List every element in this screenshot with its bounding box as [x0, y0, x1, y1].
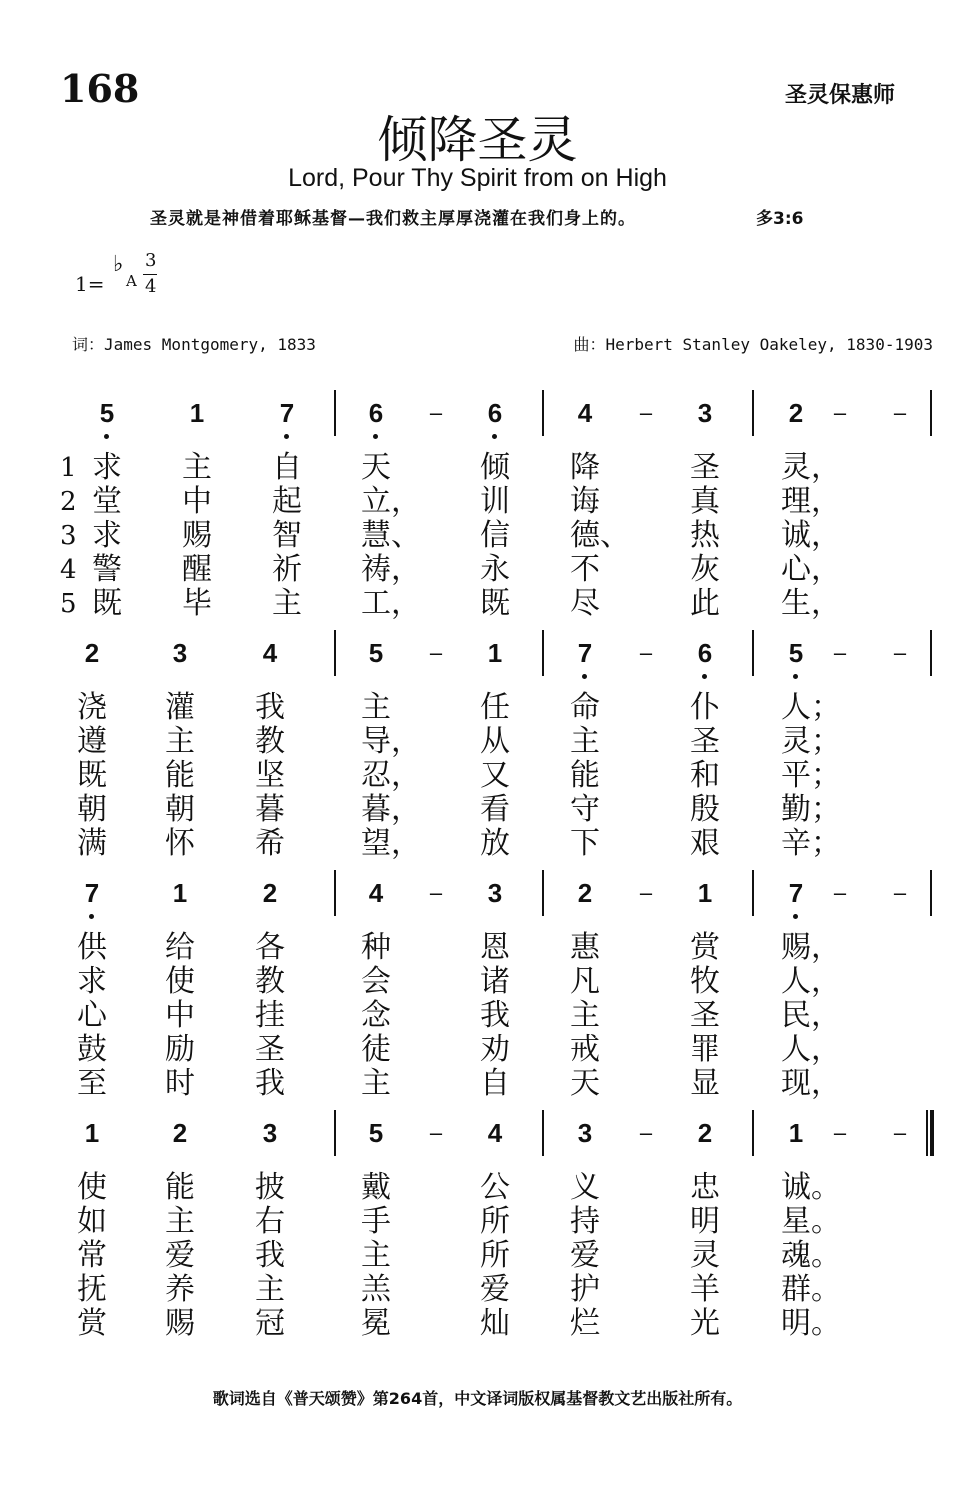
verse-number: 1	[60, 453, 77, 483]
lyric-char: 魂。	[781, 1238, 841, 1273]
copyright-footer: 歌词选自《普天颂赞》第264首，中文译词版权属基督教文艺出版社所有。	[212, 1389, 743, 1408]
jianpu-note: 6	[361, 398, 391, 429]
lyric-char: 人，	[781, 1032, 841, 1067]
time-signature-bottom: 4	[145, 276, 157, 297]
hymn-number: 168	[60, 66, 140, 111]
lyric-char: 求	[92, 518, 122, 553]
lyric-char: 给	[165, 930, 195, 965]
lyric-char: 降	[570, 450, 600, 485]
octave-dot	[582, 674, 587, 679]
lyric-char: 又	[480, 758, 510, 793]
lyric-char: 倾	[480, 450, 510, 485]
lyric-char: 会	[361, 964, 391, 999]
lyric-char: 圣	[690, 998, 720, 1033]
lyric-char: 所	[480, 1238, 510, 1273]
jianpu-note: 7	[781, 878, 811, 909]
jianpu-note: 7	[77, 878, 107, 909]
barline	[752, 1110, 754, 1156]
jianpu-note: 5	[781, 638, 811, 669]
lyric-char: 养	[165, 1272, 195, 1307]
lyric-char: 人；	[781, 690, 841, 725]
lyric-char: 辛；	[781, 826, 841, 861]
lyric-char: 圣	[690, 724, 720, 759]
lyric-char: 忍，	[361, 758, 421, 793]
lyric-char: 导，	[361, 724, 421, 759]
lyric-char: 训	[480, 484, 510, 519]
lyric-char: 供	[77, 930, 107, 965]
hold-dash: –	[429, 1120, 443, 1145]
lyric-char: 羔	[361, 1272, 391, 1307]
lyric-char: 赐	[182, 518, 212, 553]
lyric-char: 主	[165, 724, 195, 759]
lyric-char: 公	[480, 1170, 510, 1205]
verse-number: 5	[60, 589, 77, 619]
lyric-char: 灵；	[781, 724, 841, 759]
lyric-char: 主	[570, 724, 600, 759]
lyric-char: 教	[255, 964, 285, 999]
lyric-char: 诚，	[781, 518, 841, 553]
jianpu-note: 1	[487, 638, 503, 668]
lyric-char: 生，	[781, 586, 841, 621]
hold-dash: –	[893, 400, 907, 425]
lyric-char: 灿	[480, 1306, 510, 1341]
lyric-char: 励	[165, 1032, 195, 1067]
lyric-char: 右	[255, 1204, 285, 1239]
lyric-char: 时	[165, 1066, 195, 1101]
lyric-char: 希	[255, 826, 285, 861]
lyric-char: 看	[480, 792, 510, 827]
jianpu-note: 7	[570, 638, 600, 669]
jianpu-note: 3	[697, 398, 713, 428]
lyric-char: 能	[570, 758, 600, 793]
lyric-char: 心，	[781, 552, 841, 587]
lyric-char: 自	[272, 450, 302, 485]
lyric-char: 赏	[690, 930, 720, 965]
lyric-char: 现，	[781, 1066, 841, 1101]
barline	[334, 390, 336, 436]
jianpu-note: 1	[84, 1118, 100, 1148]
verse-number: 3	[60, 521, 77, 551]
lyric-char: 牧	[690, 964, 720, 999]
lyric-char: 惠	[570, 930, 600, 965]
lyric-char: 暮	[255, 792, 285, 827]
jianpu-note: 1	[172, 878, 188, 908]
octave-dot	[89, 914, 94, 919]
lyric-char: 朝	[77, 792, 107, 827]
lyric-char: 平；	[781, 758, 841, 793]
lyric-char: 慧、	[361, 518, 421, 553]
lyric-char: 中	[165, 998, 195, 1033]
lyric-char: 披	[255, 1170, 285, 1205]
lyric-char: 坚	[255, 758, 285, 793]
lyric-char: 从	[480, 724, 510, 759]
lyric-char: 德、	[570, 518, 630, 553]
jianpu-note: 2	[788, 398, 804, 428]
lyric-char: 中	[182, 484, 212, 519]
lyric-char: 圣	[690, 450, 720, 485]
hold-dash: –	[833, 880, 847, 905]
jianpu-note: 5	[92, 398, 122, 429]
lyric-char: 遵	[77, 724, 107, 759]
lyric-char: 民，	[781, 998, 841, 1033]
lyric-char: 义	[570, 1170, 600, 1205]
lyric-char: 求	[77, 964, 107, 999]
lyric-char: 醒	[182, 552, 212, 587]
lyric-char: 天	[361, 450, 391, 485]
lyric-char: 我	[255, 1238, 285, 1273]
lyric-char: 劝	[480, 1032, 510, 1067]
lyric-char: 工，	[361, 586, 421, 621]
lyric-char: 主	[361, 690, 391, 725]
lyric-char: 鼓	[77, 1032, 107, 1067]
lyric-char: 不	[570, 552, 600, 587]
jianpu-note: 2	[172, 1118, 188, 1148]
lyric-char: 诸	[480, 964, 510, 999]
lyric-char: 殷	[690, 792, 720, 827]
lyric-char: 赐，	[781, 930, 841, 965]
jianpu-note: 2	[697, 1118, 713, 1148]
final-barline	[926, 1110, 934, 1156]
jianpu-note: 5	[368, 638, 384, 668]
hold-dash: –	[833, 400, 847, 425]
barline	[334, 1110, 336, 1156]
jianpu-note: 4	[262, 638, 278, 668]
lyric-char: 理，	[781, 484, 841, 519]
lyric-char: 能	[165, 1170, 195, 1205]
lyric-char: 立，	[361, 484, 421, 519]
lyric-char: 朝	[165, 792, 195, 827]
lyric-char: 群。	[781, 1272, 841, 1307]
lyric-char: 徒	[361, 1032, 391, 1067]
barline	[334, 870, 336, 916]
jianpu-note: 2	[577, 878, 593, 908]
hold-dash: –	[893, 1120, 907, 1145]
lyric-char: 爱	[165, 1238, 195, 1273]
hymn-category: 圣灵保惠师	[784, 82, 895, 108]
jianpu-note: 4	[487, 1118, 503, 1148]
lyric-char: 教	[255, 724, 285, 759]
lyric-char: 勤；	[781, 792, 841, 827]
key-letter: A	[126, 272, 137, 290]
lyric-char: 手	[361, 1204, 391, 1239]
lyric-char: 星。	[781, 1204, 841, 1239]
lyric-char: 使	[77, 1170, 107, 1205]
octave-dot	[373, 434, 378, 439]
lyric-char: 冕	[361, 1306, 391, 1341]
lyric-char: 主	[361, 1066, 391, 1101]
lyric-char: 能	[165, 758, 195, 793]
lyric-char: 主	[361, 1238, 391, 1273]
jianpu-note: 1	[788, 1118, 804, 1148]
octave-dot	[793, 914, 798, 919]
jianpu-note: 1	[697, 878, 713, 908]
barline	[542, 1110, 544, 1156]
jianpu-note: 3	[172, 638, 188, 668]
lyric-char: 任	[480, 690, 510, 725]
hold-dash: –	[639, 640, 653, 665]
lyric-char: 求	[92, 450, 122, 485]
lyric-char: 既	[92, 586, 122, 621]
lyricist-credit: 词：James Montgomery, 1833	[72, 335, 316, 354]
lyric-char: 望，	[361, 826, 421, 861]
verse-number: 4	[60, 555, 77, 585]
lyric-char: 毕	[182, 586, 212, 621]
lyric-char: 冠	[255, 1306, 285, 1341]
flat-symbol: ♭	[113, 252, 124, 277]
lyric-char: 护	[570, 1272, 600, 1307]
lyric-char: 主	[165, 1204, 195, 1239]
octave-dot	[793, 674, 798, 679]
lyric-char: 念	[361, 998, 391, 1033]
barline	[752, 870, 754, 916]
lyric-char: 赐	[165, 1306, 195, 1341]
octave-dot	[492, 434, 497, 439]
lyric-char: 使	[165, 964, 195, 999]
lyric-char: 守	[570, 792, 600, 827]
lyric-char: 光	[690, 1306, 720, 1341]
jianpu-note: 3	[262, 1118, 278, 1148]
lyric-char: 诲	[570, 484, 600, 519]
lyric-char: 警	[92, 552, 122, 587]
jianpu-note: 4	[577, 398, 593, 428]
lyric-char: 心	[77, 998, 107, 1033]
lyric-char: 罪	[690, 1032, 720, 1067]
scripture-reference: 多3:6	[756, 209, 804, 229]
lyric-char: 圣	[255, 1032, 285, 1067]
hold-dash: –	[429, 880, 443, 905]
lyric-char: 明	[690, 1204, 720, 1239]
title-chinese: 倾降圣灵	[377, 111, 578, 169]
lyric-char: 灵	[690, 1238, 720, 1273]
lyric-char: 戴	[361, 1170, 391, 1205]
barline	[542, 390, 544, 436]
lyric-char: 各	[255, 930, 285, 965]
lyric-char: 显	[690, 1066, 720, 1101]
jianpu-note: 2	[84, 638, 100, 668]
hold-dash: –	[893, 640, 907, 665]
jianpu-note: 4	[368, 878, 384, 908]
lyric-char: 人，	[781, 964, 841, 999]
lyric-char: 主	[570, 998, 600, 1033]
hold-dash: –	[833, 1120, 847, 1145]
lyric-char: 仆	[690, 690, 720, 725]
lyric-char: 爱	[570, 1238, 600, 1273]
lyric-char: 永	[480, 552, 510, 587]
lyric-char: 我	[480, 998, 510, 1033]
jianpu-note: 1	[189, 398, 205, 428]
lyric-char: 既	[480, 586, 510, 621]
hold-dash: –	[639, 1120, 653, 1145]
jianpu-note: 3	[487, 878, 503, 908]
lyric-char: 羊	[690, 1272, 720, 1307]
octave-dot	[284, 434, 289, 439]
lyric-char: 凡	[570, 964, 600, 999]
lyric-char: 如	[77, 1204, 107, 1239]
lyric-char: 怀	[165, 826, 195, 861]
hold-dash: –	[429, 400, 443, 425]
lyric-char: 诚。	[781, 1170, 841, 1205]
lyric-char: 烂	[570, 1306, 600, 1341]
lyric-char: 艰	[690, 826, 720, 861]
scripture-verse: 圣灵就是神借着耶稣基督—我们救主厚厚浇灌在我们身上的。	[150, 209, 636, 229]
barline	[930, 630, 932, 676]
lyric-char: 祈	[272, 552, 302, 587]
lyric-char: 和	[690, 758, 720, 793]
lyric-char: 主	[272, 586, 302, 621]
verse-number: 2	[60, 487, 77, 517]
lyric-char: 灌	[165, 690, 195, 725]
lyric-char: 常	[77, 1238, 107, 1273]
jianpu-note: 5	[368, 1118, 384, 1148]
barline	[752, 630, 754, 676]
lyric-char: 满	[77, 826, 107, 861]
barline	[542, 630, 544, 676]
barline	[930, 870, 932, 916]
lyric-char: 下	[570, 826, 600, 861]
lyric-char: 灵，	[781, 450, 841, 485]
lyric-char: 天	[570, 1066, 600, 1101]
lyric-char: 放	[480, 826, 510, 861]
jianpu-note: 7	[272, 398, 302, 429]
hold-dash: –	[429, 640, 443, 665]
lyric-char: 恩	[480, 930, 510, 965]
lyric-char: 浇	[77, 690, 107, 725]
lyric-char: 既	[77, 758, 107, 793]
lyric-char: 我	[255, 690, 285, 725]
lyric-char: 持	[570, 1204, 600, 1239]
composer-credit: 曲：Herbert Stanley Oakeley, 1830-1903	[573, 335, 933, 354]
barline	[334, 630, 336, 676]
lyric-char: 挂	[255, 998, 285, 1033]
jianpu-note: 6	[690, 638, 720, 669]
lyric-char: 自	[480, 1066, 510, 1101]
lyric-char: 戒	[570, 1032, 600, 1067]
lyric-char: 命	[570, 690, 600, 725]
lyric-char: 堂	[92, 484, 122, 519]
octave-dot	[104, 434, 109, 439]
barline	[930, 390, 932, 436]
barline	[752, 390, 754, 436]
lyric-char: 热	[690, 518, 720, 553]
lyric-char: 所	[480, 1204, 510, 1239]
lyric-char: 灰	[690, 552, 720, 587]
hold-dash: –	[639, 880, 653, 905]
lyric-char: 抚	[77, 1272, 107, 1307]
lyric-char: 种	[361, 930, 391, 965]
lyric-char: 主	[182, 450, 212, 485]
lyric-char: 至	[77, 1066, 107, 1101]
title-english: Lord, Pour Thy Spirit from on High	[288, 164, 667, 192]
jianpu-note: 3	[577, 1118, 593, 1148]
lyric-char: 明。	[781, 1306, 841, 1341]
key-prefix: 1=	[75, 272, 105, 296]
barline	[542, 870, 544, 916]
jianpu-note: 6	[480, 398, 510, 429]
lyric-char: 信	[480, 518, 510, 553]
lyric-char: 尽	[570, 586, 600, 621]
lyric-char: 起	[272, 484, 302, 519]
lyric-char: 忠	[690, 1170, 720, 1205]
hold-dash: –	[893, 880, 907, 905]
jianpu-note: 2	[262, 878, 278, 908]
lyric-char: 暮，	[361, 792, 421, 827]
lyric-char: 主	[255, 1272, 285, 1307]
hold-dash: –	[833, 640, 847, 665]
lyric-char: 爱	[480, 1272, 510, 1307]
hold-dash: –	[639, 400, 653, 425]
time-signature-top: 3	[145, 250, 157, 271]
lyric-char: 赏	[77, 1306, 107, 1341]
octave-dot	[702, 674, 707, 679]
lyric-char: 真	[690, 484, 720, 519]
lyric-char: 此	[690, 586, 720, 621]
lyric-char: 祷，	[361, 552, 421, 587]
lyric-char: 智	[272, 518, 302, 553]
lyric-char: 我	[255, 1066, 285, 1101]
